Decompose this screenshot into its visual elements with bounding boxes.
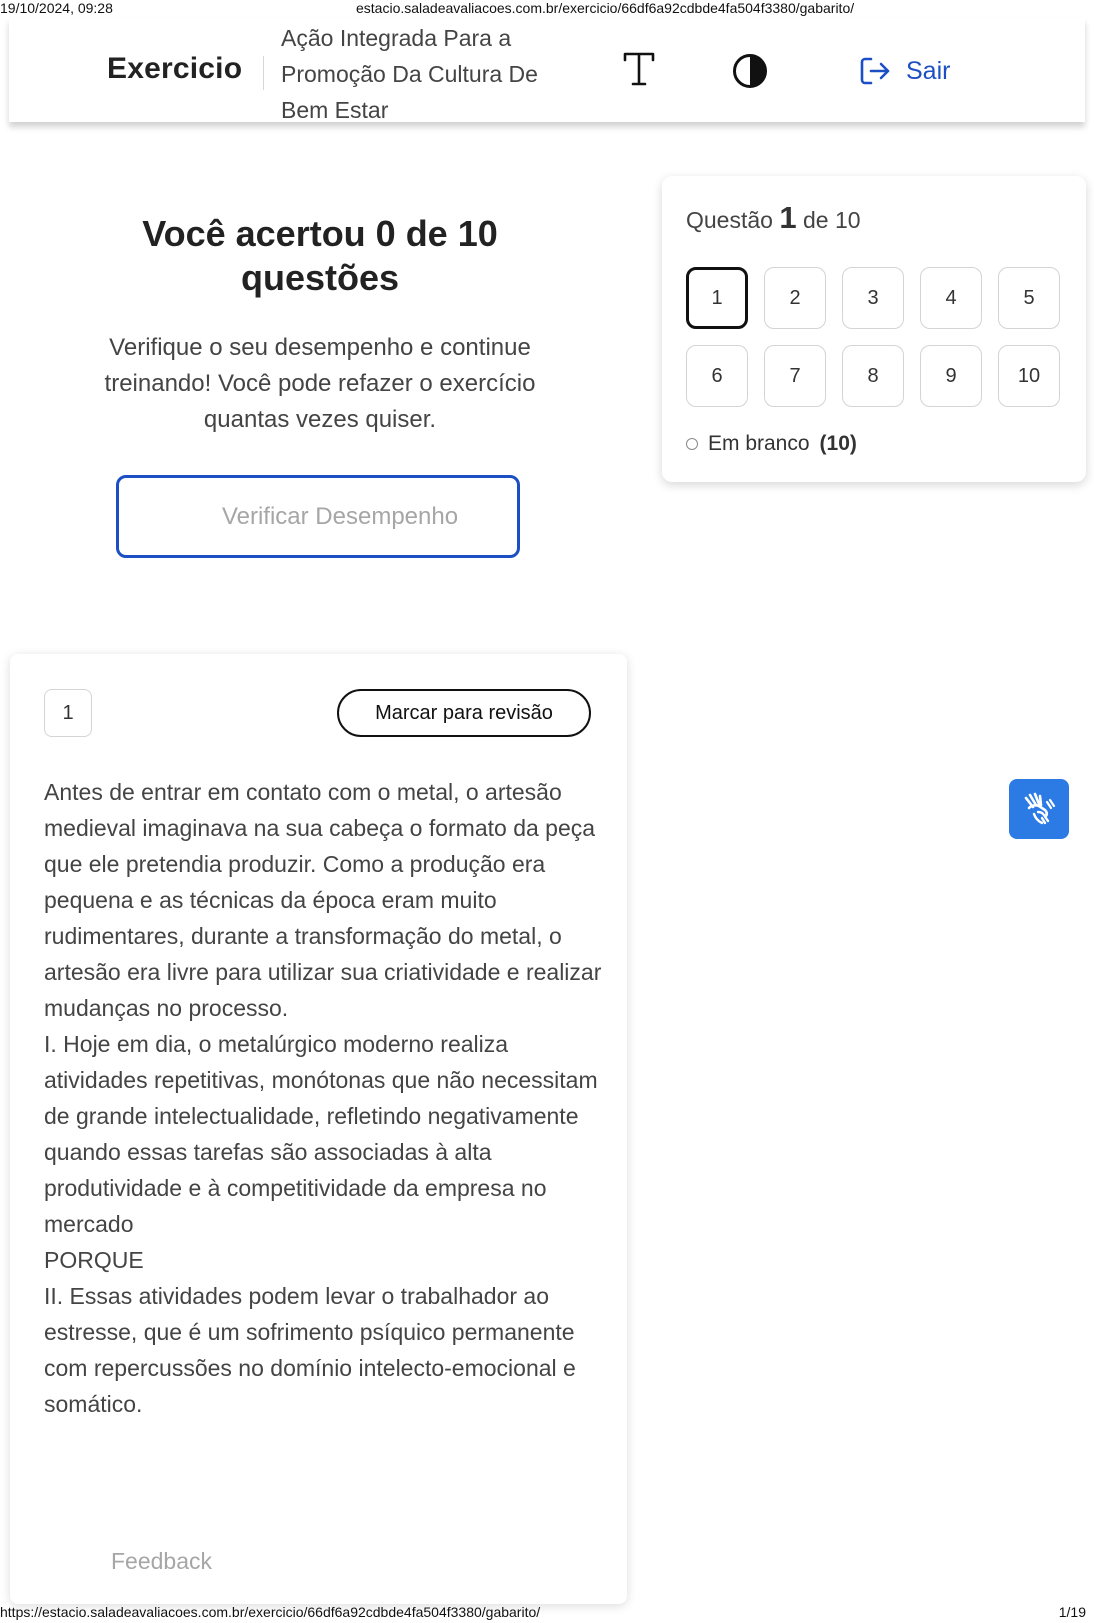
feedback-label[interactable]: Feedback xyxy=(111,1548,213,1574)
assertion-two: II. Essas atividades podem levar o trabalhador ao estresse, que é um sofrimento psíquico permanente com repercussões no domínio intelecto-emocional e somático. xyxy=(44,1283,576,1417)
font-size-icon[interactable] xyxy=(623,51,655,87)
question-button-7[interactable]: 7 xyxy=(764,345,826,407)
connector-porque: PORQUE xyxy=(44,1247,144,1273)
sign-language-icon xyxy=(1020,790,1058,828)
result-summary xyxy=(80,212,560,438)
question-button-1[interactable]: 1 xyxy=(686,267,748,329)
print-header-url: estacio.saladeavaliacoes.com.br/exercicio/66df6a92cdbde4fa504f3380/gabarito/ xyxy=(356,0,855,16)
question-button-8[interactable]: 8 xyxy=(842,345,904,407)
question-button-5[interactable]: 5 xyxy=(998,267,1060,329)
print-footer-url: https://estacio.saladeavaliacoes.com.br/exercicio/66df6a92cdbde4fa504f3380/gabarito/ xyxy=(0,1604,541,1620)
logout-button[interactable] xyxy=(858,54,950,88)
contrast-icon[interactable] xyxy=(732,53,768,89)
blank-status-icon xyxy=(686,438,698,450)
course-title: Ação Integrada Para a Promoção Da Cultura De Bem Estar xyxy=(281,25,538,123)
print-header xyxy=(0,0,1094,18)
result-title: Você acertou 0 de 10 questões xyxy=(142,213,498,298)
question-button-3[interactable]: 3 xyxy=(842,267,904,329)
result-description: Verifique o seu desempenho e continue treinando! Você pode refazer o exercício quantas vezes quiser. xyxy=(104,334,536,433)
brand-title: Exercicio xyxy=(107,52,243,85)
logout-label: Sair xyxy=(906,56,951,85)
question-counter-current: 1 xyxy=(779,200,797,235)
mark-for-review-button[interactable]: Marcar para revisão xyxy=(337,689,591,737)
sign-language-button[interactable] xyxy=(1009,779,1069,839)
question-button-4[interactable]: 4 xyxy=(920,267,982,329)
question-button-9[interactable]: 9 xyxy=(920,345,982,407)
print-date: 19/10/2024, 09:28 xyxy=(0,0,113,16)
question-card xyxy=(10,654,627,1604)
header-divider xyxy=(263,56,264,90)
logout-icon xyxy=(858,54,892,88)
blank-legend-count: (10) xyxy=(819,432,857,455)
print-page-count: 1/19 xyxy=(1058,1604,1086,1620)
question-counter xyxy=(686,200,861,236)
question-navigator xyxy=(662,176,1086,482)
assertion-one: I. Hoje em dia, o metalúrgico moderno realiza atividades repetitivas, monótonas que não necessitam de grande intelectualidade, refletindo negativamente quando essas tarefas são associadas à alta produtividade e à competitividade da empresa no mercado xyxy=(44,1031,598,1237)
blank-legend-label: Em branco xyxy=(708,432,810,455)
top-bar xyxy=(9,18,1085,122)
question-counter-suffix: de 10 xyxy=(802,207,861,233)
statement-paragraph: Antes de entrar em contato com o metal, o artesão medieval imaginava na sua cabeça o formato da peça que ele pretendia produzir. Como a produção era pequena e as técnicas da época eram muito rudimentares, durante a transformação do metal, o artesão era livre para utilizar sua criatividade e realizar mudanças no processo. xyxy=(44,779,602,1021)
question-counter-prefix: Questão xyxy=(686,207,773,233)
question-button-6[interactable]: 6 xyxy=(686,345,748,407)
question-statement xyxy=(44,774,604,1422)
print-footer xyxy=(0,1604,1094,1623)
check-performance-button[interactable]: Verificar Desempenho xyxy=(116,475,520,558)
question-grid xyxy=(686,267,1060,407)
question-number-badge: 1 xyxy=(44,689,92,737)
question-button-10[interactable]: 10 xyxy=(998,345,1060,407)
blank-legend xyxy=(686,432,857,456)
question-button-2[interactable]: 2 xyxy=(764,267,826,329)
